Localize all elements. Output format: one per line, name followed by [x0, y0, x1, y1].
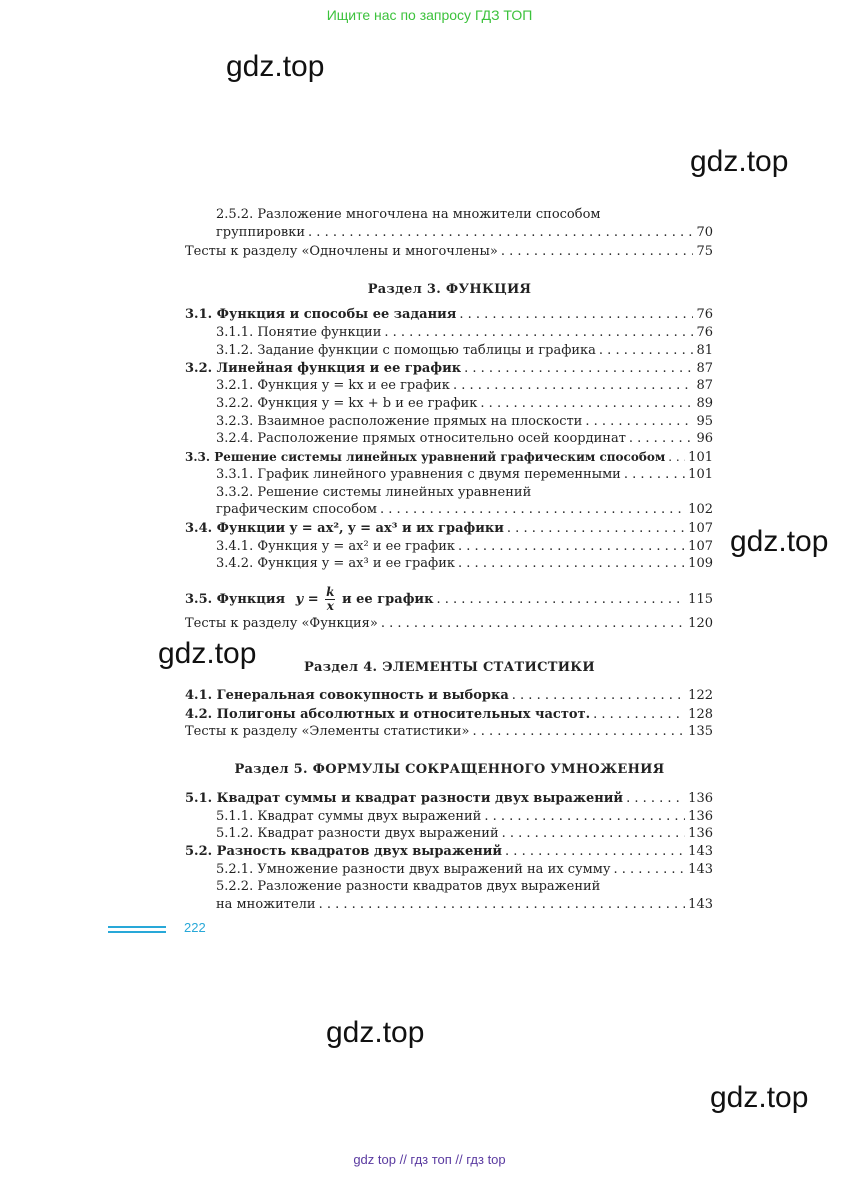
leader-dots [384, 325, 693, 341]
toc-page-number: 143 [688, 844, 713, 859]
toc-entry-3-1-2 [216, 343, 713, 359]
toc-entry-3-4-1 [216, 539, 713, 555]
leader-dots [436, 592, 685, 608]
toc-entry-label: 3.4.2. Функция y = ax³ и ее график [216, 556, 456, 571]
toc-entry-4-1 [185, 688, 713, 704]
leader-dots [480, 396, 693, 412]
toc-entry-3-2-1 [216, 378, 713, 394]
toc-entry-label: 3.2.4. Расположение прямых относительно осей координат [216, 431, 626, 446]
toc-entry-5-1 [185, 791, 713, 807]
leader-dots [624, 467, 685, 483]
toc-page-number: 136 [688, 791, 713, 806]
toc-page-number: 136 [688, 809, 713, 824]
fraction-k-over-x [325, 586, 335, 613]
toc-entry-label: Тесты к разделу «Одночлены и многочлены» [185, 244, 498, 259]
toc-entry-3-4 [185, 521, 713, 537]
toc-entry-label: 5.2.1. Умножение разности двух выражений на их сумму [216, 862, 611, 877]
toc-page-number: 87 [696, 361, 713, 376]
toc-entry-3-4-2 [216, 556, 713, 572]
toc-entry-5-2 [185, 844, 713, 860]
toc-entry-3-5-suffix: и ее график [341, 592, 434, 607]
toc-page-number: 128 [688, 707, 713, 722]
toc-entry-5-1-2 [216, 826, 713, 842]
toc-page-number: 120 [688, 616, 713, 631]
toc-entry-label [185, 586, 433, 613]
toc-entry-3-3 [185, 449, 713, 466]
toc-entry-label: 3.3.1. График линейного уравнения с двумя переменными [216, 467, 621, 482]
toc-entry-label: 3.2.1. Функция y = kx и ее график [216, 378, 450, 393]
page-number: 222 [184, 920, 206, 935]
page-number-rule [108, 931, 166, 933]
toc-page-number: 101 [688, 450, 713, 465]
leader-dots [593, 707, 685, 723]
leader-dots [472, 724, 685, 740]
toc-page-number: 81 [696, 343, 713, 358]
watermark: gdz.top [158, 637, 257, 670]
leader-dots [464, 361, 693, 377]
toc-entry-3-3-2 [216, 502, 713, 518]
watermark: gdz.top [226, 50, 325, 83]
toc-entry-2-5-2-line1: 2.5.2. Разложение многочлена на множители способом [216, 207, 601, 222]
leader-dots [626, 791, 685, 807]
leader-dots [505, 844, 685, 860]
toc-entry-label: Тесты к разделу «Функция» [185, 616, 378, 631]
toc-entry-3-1-1 [216, 325, 713, 341]
leader-dots [308, 225, 693, 241]
toc-entry-tests-2 [185, 244, 713, 260]
toc-page-number: 75 [696, 244, 713, 259]
leader-dots [380, 502, 685, 518]
toc-entry-label: 3.1.2. Задание функции с помощью таблицы и графика [216, 343, 596, 358]
toc-entry-label: 3.1.1. Понятие функции [216, 325, 382, 340]
leader-dots [512, 688, 685, 704]
toc-entry-2-5-2 [216, 225, 713, 241]
toc-entry-label: Тесты к разделу «Элементы статистики» [185, 724, 470, 739]
watermark: gdz.top [690, 145, 789, 178]
watermark: gdz.top [710, 1081, 809, 1114]
bottom-banner[interactable]: gdz top // гдз топ // гдз top [353, 1152, 506, 1167]
toc-page-number: 115 [688, 591, 713, 607]
toc-entry-tests-3 [185, 616, 713, 632]
toc-entry-5-2-1 [216, 862, 713, 878]
toc-page-number: 96 [696, 431, 713, 446]
leader-dots [502, 826, 686, 842]
toc-entry-label: 5.1. Квадрат суммы и квадрат разности двух выражений [185, 791, 624, 806]
top-banner[interactable]: Ищите нас по запросу ГДЗ ТОП [326, 7, 533, 23]
toc-entry-label: 5.2. Разность квадратов двух выражений [185, 844, 503, 859]
toc-entry-label: группировки [216, 225, 306, 240]
leader-dots [319, 897, 686, 913]
leader-dots [484, 809, 685, 825]
toc-page-number: 89 [696, 396, 713, 411]
leader-dots [459, 307, 693, 323]
toc-entry-label: 4.2. Полигоны абсолютных и относительных частот. [185, 707, 591, 722]
toc-page-number: 76 [696, 325, 713, 340]
leader-dots [585, 414, 693, 430]
toc-entry-tests-4 [185, 724, 713, 740]
toc-entry-label: 5.1.1. Квадрат суммы двух выражений [216, 809, 482, 824]
leader-dots [501, 244, 694, 260]
toc-entry-label: 4.1. Генеральная совокупность и выборка [185, 688, 509, 703]
toc-page-number: 107 [688, 539, 713, 554]
toc-entry-label: 5.1.2. Квадрат разности двух выражений [216, 826, 499, 841]
toc-entry-3-2-3 [216, 414, 713, 430]
toc-page-number: 143 [688, 862, 713, 877]
leader-dots [629, 431, 694, 447]
toc-entry-3-3-2-line1: 3.3.2. Решение системы линейных уравнений [216, 485, 532, 500]
fraction-denominator: x [326, 599, 334, 613]
toc-page-number: 101 [688, 467, 713, 482]
leader-dots [599, 343, 694, 359]
toc-page-number: 102 [688, 502, 713, 517]
section-heading-4: Раздел 4. ЭЛЕМЕНТЫ СТАТИСТИКИ [303, 660, 596, 675]
fraction-numerator: k [326, 585, 335, 599]
toc-entry-3-5 [185, 586, 713, 613]
toc-entry-5-2-2 [216, 897, 713, 913]
toc-entry-label: графическим способом [216, 502, 377, 517]
toc-entry-4-2 [185, 707, 713, 723]
toc-entry-5-2-2-line1: 5.2.2. Разложение разности квадратов двух выражений [216, 879, 601, 894]
toc-entry-3-5-prefix: 3.5. Функция [185, 592, 286, 607]
toc-entry-label: 3.2. Линейная функция и ее график [185, 361, 462, 376]
toc-entry-3-3-1 [216, 467, 713, 483]
toc-page-number: 122 [688, 688, 713, 703]
toc-page-number: 143 [688, 897, 713, 912]
toc-entry-label: на множители [216, 897, 316, 912]
page-number-rule [108, 926, 166, 928]
toc-page-number: 76 [696, 307, 713, 322]
formula-lhs: y = [295, 592, 319, 607]
leader-dots [453, 378, 694, 394]
leader-dots [458, 556, 685, 572]
toc-entry-3-2-2 [216, 396, 713, 412]
toc-page-number: 109 [688, 556, 713, 571]
leader-dots [381, 616, 685, 632]
toc-entry-3-2 [185, 361, 713, 377]
toc-entry-label: 3.2.2. Функция y = kx + b и ее график [216, 396, 478, 411]
toc-entry-3-2-4 [216, 431, 713, 447]
toc-entry-label: 3.4. Функции y = ax², y = ax³ и их графики [185, 521, 504, 536]
toc-page-number: 136 [688, 826, 713, 841]
toc-entry-label: 3.4.1. Функция y = ax² и ее график [216, 539, 456, 554]
section-heading-3: Раздел 3. ФУНКЦИЯ [367, 282, 532, 297]
toc-page-number: 107 [688, 521, 713, 536]
leader-dots [458, 539, 685, 555]
toc-entry-label: 3.2.3. Взаимное расположение прямых на плоскости [216, 414, 583, 429]
leader-dots [614, 862, 686, 878]
toc-page-number: 87 [696, 378, 713, 393]
toc-page-number: 70 [696, 225, 713, 240]
leader-dots [668, 449, 685, 465]
section-heading-5: Раздел 5. ФОРМУЛЫ СОКРАЩЕННОГО УМНОЖЕНИЯ [234, 762, 665, 777]
toc-entry-label: 3.1. Функция и способы ее задания [185, 307, 457, 322]
leader-dots [507, 521, 685, 537]
toc-page-number: 135 [688, 724, 713, 739]
toc-entry-label: 3.3. Решение системы линейных уравнений графическим способом [185, 450, 666, 464]
toc-entry-3-1 [185, 307, 713, 323]
toc-page-number: 95 [696, 414, 713, 429]
watermark: gdz.top [326, 1016, 425, 1049]
watermark: gdz.top [730, 525, 829, 558]
toc-entry-5-1-1 [216, 809, 713, 825]
